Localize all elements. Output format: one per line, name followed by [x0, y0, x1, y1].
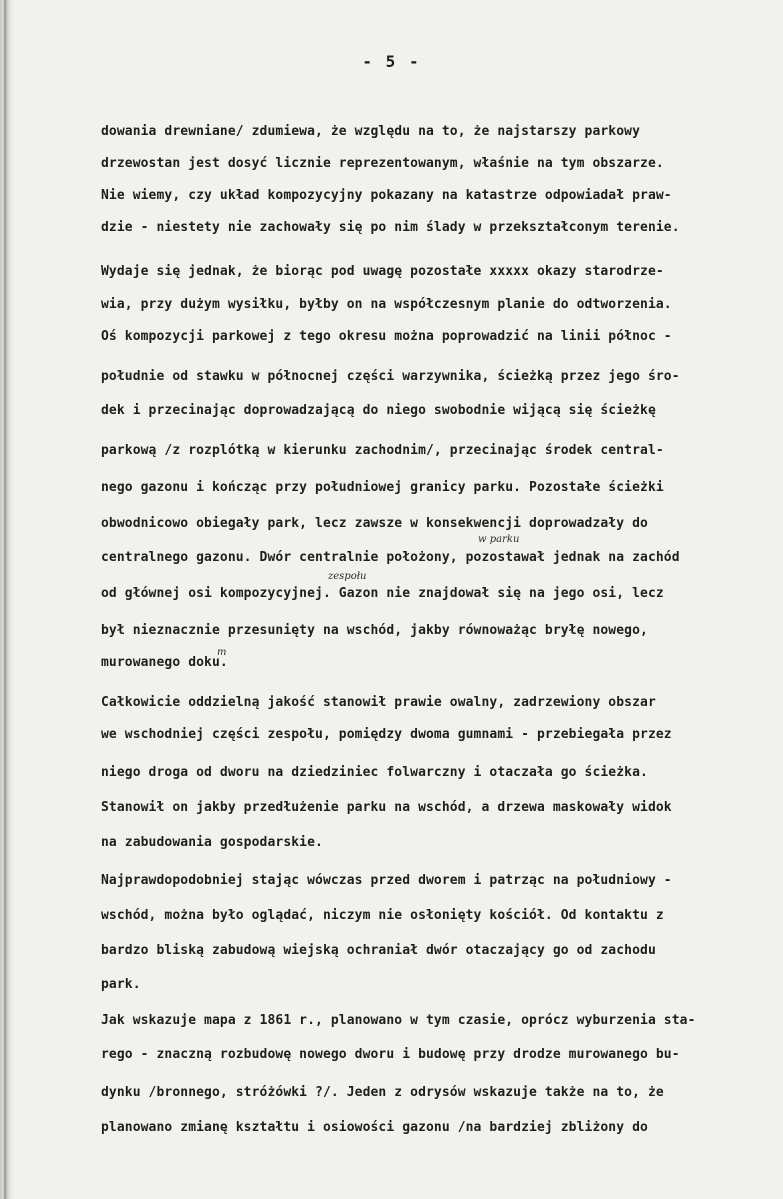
text-line: Jak wskazuje mapa z 1861 r., planowano w tym czasie, oprócz wyburzenia sta-	[101, 1013, 696, 1028]
text-line: wschód, można było oglądać, niczym nie osłonięty kościół. Od kontaktu z	[101, 908, 664, 923]
handwritten-correction: m	[217, 647, 227, 658]
text-line: park.	[101, 977, 141, 992]
text-line: Stanowił on jakby przedłużenie parku na wschód, a drzewa maskowały widok	[101, 800, 672, 815]
text-line: dynku /bronnego, stróżówki ?/. Jeden z odrysów wskazuje także na to, że	[101, 1085, 664, 1100]
text-line: niego droga od dworu na dziedziniec folwarczny i otaczała go ścieżka.	[101, 765, 648, 780]
text-line: dzie - niestety nie zachowały się po nim ślady w przekształconym terenie.	[101, 220, 680, 235]
text-line: rego - znaczną rozbudowę nowego dworu i budowę przy drodze murowanego bu-	[101, 1047, 680, 1062]
page-number: - 5 -	[362, 52, 421, 71]
text-line: od głównej osi kompozycyjnej. Gazon nie znajdował się na jego osi, lecz	[101, 586, 664, 601]
handwritten-annotation: zespołu	[328, 571, 367, 582]
text-line: obwodnicowo obiegały park, lecz zawsze w konsekwencji doprowadzały do	[101, 516, 648, 531]
text-line: Nie wiemy, czy układ kompozycyjny pokazany na katastrze odpowiadał praw-	[101, 188, 672, 203]
text-line: Całkowicie oddzielną jakość stanowił prawie owalny, zadrzewiony obszar	[101, 695, 656, 710]
text-line: parkową /z rozplótką w kierunku zachodnim/, przecinając środek central-	[101, 443, 664, 458]
text-line: planowano zmianę kształtu i osiowości gazonu /na bardziej zbliżony do	[101, 1120, 648, 1135]
binding-edge	[0, 0, 14, 1199]
handwritten-annotation: w parku	[478, 534, 520, 545]
text-line: wia, przy dużym wysiłku, byłby on na współczesnym planie do odtworzenia.	[101, 297, 672, 312]
text-line: we wschodniej części zespołu, pomiędzy dwoma gumnami - przebiegała przez	[101, 727, 672, 742]
text-line: południe od stawku w północnej części warzywnika, ścieżką przez jego śro-	[101, 369, 680, 384]
text-line: dowania drewniane/ zdumiewa, że względu na to, że najstarszy parkowy	[101, 124, 641, 139]
text-line: Oś kompozycji parkowej z tego okresu można poprowadzić na linii północ -	[101, 329, 672, 344]
text-line: na zabudowania gospodarskie.	[101, 835, 323, 850]
text-line: centralnego gazonu. Dwór centralnie położony, pozostawał jednak na zachód	[101, 550, 680, 565]
text-line: dek i przecinając doprowadzającą do niego swobodnie wijącą się ścieżkę	[101, 403, 656, 418]
text-line: nego gazonu i kończąc przy południowej granicy parku. Pozostałe ścieżki	[101, 480, 664, 495]
text-line: Najprawdopodobniej stając wówczas przed dworem i patrząc na południowy -	[101, 873, 672, 888]
text-line: murowanego doku.	[101, 655, 228, 670]
text-line: bardzo bliską zabudową wiejską ochraniał dwór otaczający go od zachodu	[101, 943, 656, 958]
text-line: drzewostan jest dosyć licznie reprezentowanym, właśnie na tym obszarze.	[101, 156, 664, 171]
text-line: Wydaje się jednak, że biorąc pod uwagę pozostałe xxxxx okazy starodrze-	[101, 264, 664, 279]
text-line: był nieznacznie przesunięty na wschód, jakby równoważąc bryłę nowego,	[101, 623, 648, 638]
